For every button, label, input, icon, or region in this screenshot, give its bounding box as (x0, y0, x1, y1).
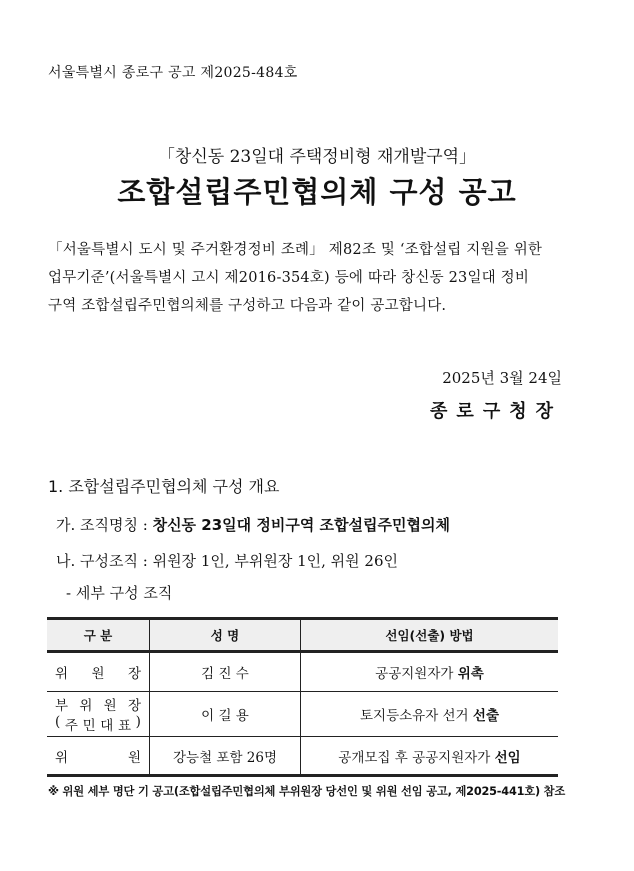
header-method: 선임(선출) 방법 (301, 619, 559, 652)
method-cell: 토지등소유자 선거 선출 (301, 692, 559, 737)
header-category: 구 분 (47, 619, 150, 652)
members-table (47, 617, 558, 777)
section-heading: 1. 조합설립주민협의체 구성 개요 (48, 477, 280, 496)
role-label: 위 원 장 (55, 666, 141, 682)
document-number: 서울특별시 종로구 공고 제2025-484호 (48, 65, 298, 81)
table-row (47, 692, 558, 737)
table-row (47, 737, 558, 776)
role-label: 부 위 원 장 (55, 698, 141, 714)
table-header-row (47, 619, 558, 652)
intro-line: 「서울특별시 도시 및 주거환경정비 조례」 제82조 및 ‘조합설립 지원을 위한 (48, 242, 543, 258)
document-title: 조합설립주민협의체 구성 공고 (117, 175, 517, 209)
intro-paragraph (48, 236, 578, 320)
name-cell: 강능철 포함 26명 (150, 737, 301, 776)
issuer-name: 종로구청장 (430, 401, 562, 422)
method-cell: 공공지원자가 위촉 (301, 652, 559, 692)
header-name: 성 명 (150, 619, 301, 652)
organization-name-item (56, 514, 450, 535)
sub-heading: - 세부 구성 조직 (66, 584, 173, 602)
item-label: 나. 구성조직 : (56, 552, 153, 570)
organization-name-value: 창신동 23일대 정비구역 조합설립주민협의체 (152, 516, 450, 534)
announcement-date: 2025년 3월 24일 (442, 369, 562, 387)
intro-line: 구역 조합설립주민협의체를 구성하고 다음과 같이 공고합니다. (48, 298, 447, 314)
item-label: 가. 조직명칭 : (56, 516, 153, 534)
organization-structure-item (56, 550, 398, 571)
document-subtitle: 「창신동 23일대 주택정비형 재개발구역」 (157, 147, 477, 167)
role-label: 위 원 (55, 749, 141, 766)
method-cell: 공개모집 후 공공지원자가 선임 (301, 737, 559, 776)
organization-structure-value: 위원장 1인, 부위원장 1인, 위원 26인 (152, 552, 399, 570)
name-cell: 이 길 용 (150, 692, 301, 737)
table-row (47, 652, 558, 692)
intro-line: 업무기준’(서울특별시 고시 제2016-354호) 등에 따라 창신동 23일대 정비 (48, 270, 530, 286)
reference-note: ※ 위원 세부 명단 기 공고(조합설립주민협의체 부위원장 당선인 및 위원 선임 공고, 제2025-441호) 참조 (48, 785, 566, 798)
role-sublabel: ( 주 민 대 표 ) (55, 714, 141, 734)
role-cell (47, 737, 150, 776)
name-cell: 김 진 수 (150, 652, 301, 692)
role-cell (47, 692, 150, 737)
role-cell (47, 652, 150, 692)
